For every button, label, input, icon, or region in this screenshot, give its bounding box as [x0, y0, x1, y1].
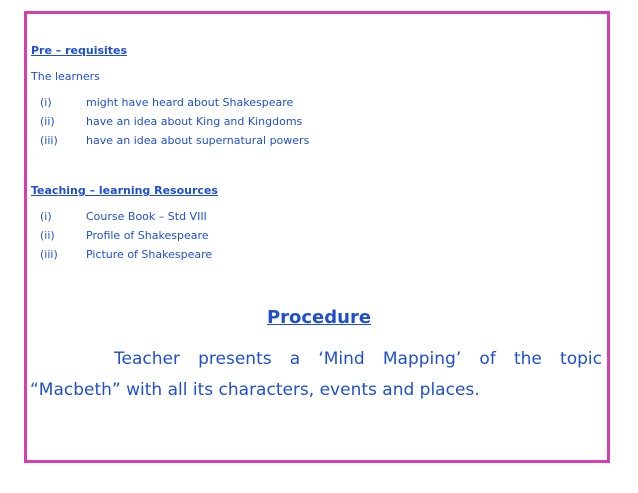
- procedure-text-line-1: Teacher presents a ‘Mind Mapping’ of the topic: [114, 349, 602, 369]
- prerequisite-item: [40, 115, 560, 131]
- item-number: (ii): [40, 115, 55, 128]
- item-text: have an idea about supernatural powers: [86, 134, 310, 147]
- item-text: might have heard about Shakespeare: [86, 96, 294, 109]
- item-number: (i): [40, 210, 52, 223]
- prerequisite-item: [40, 96, 560, 112]
- procedure-title: Procedure: [266, 307, 372, 328]
- resource-item: [40, 229, 560, 245]
- resource-item: [40, 210, 560, 226]
- item-text: Picture of Shakespeare: [86, 248, 213, 261]
- item-text: Profile of Shakespeare: [86, 229, 209, 242]
- item-number: (ii): [40, 229, 55, 242]
- item-text: Course Book – Std VIII: [86, 210, 207, 223]
- resources-heading: Teaching – learning Resources: [31, 184, 218, 197]
- learners-intro: The learners: [31, 70, 100, 83]
- procedure-text-line-2: “Macbeth” with all its characters, events and places.: [30, 380, 480, 400]
- prerequisite-item: [40, 134, 560, 150]
- item-number: (i): [40, 96, 52, 109]
- item-text: have an idea about King and Kingdoms: [86, 115, 303, 128]
- item-number: (iii): [40, 248, 58, 261]
- resource-item: [40, 248, 560, 264]
- prerequisites-heading: Pre – requisites: [31, 44, 128, 57]
- item-number: (iii): [40, 134, 58, 147]
